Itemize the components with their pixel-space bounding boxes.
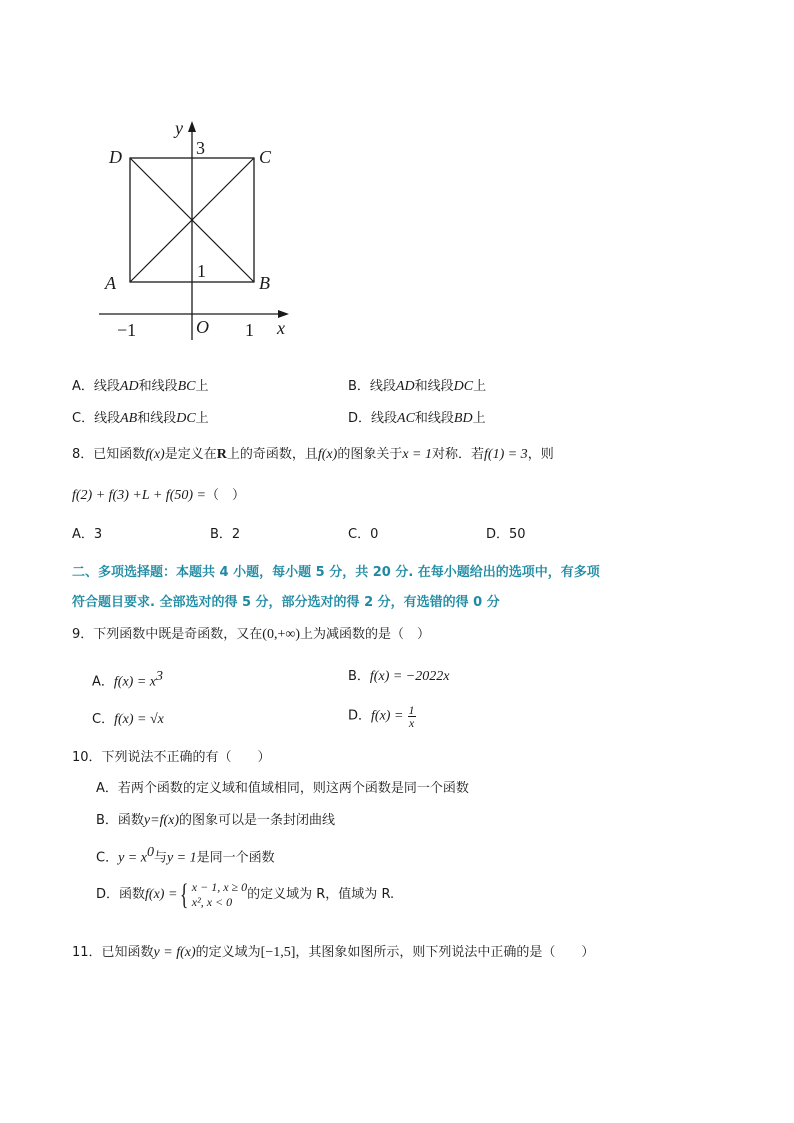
x-axis-arrow [278, 310, 289, 318]
q9-option-a[interactable]: A．$f(x) = x^3$ [92, 669, 163, 690]
q10-option-b[interactable]: B．函数y=f(x)的图象可以是一条封闭曲线 [96, 813, 336, 828]
label-o: O [196, 317, 209, 337]
q10-option-d[interactable]: D．函数f(x) ={ x − 1, x ≥ 0 x², x < 0 的定义域为 R，值域为 R. [96, 878, 395, 911]
q7-option-c[interactable]: C．线段AB和线段DC上 [72, 411, 209, 426]
label-one-y: 1 [197, 261, 206, 281]
q8-option-c[interactable]: C．0 [348, 527, 379, 542]
label-a: A [105, 273, 116, 293]
q9-option-d[interactable]: D．f(x) = $\frac{1}{x}$ [348, 703, 415, 730]
label-one-x: 1 [245, 320, 254, 340]
q11-stem: 11．已知函数y = f(x)的定义域为[−1,5]，其图象如图所示，则下列说法中正确的是（ ） [72, 945, 595, 960]
q7-option-d[interactable]: D．线段AC和线段BD上 [348, 411, 486, 426]
q7-option-b[interactable]: B．线段AD和线段DC上 [348, 379, 487, 394]
label-c: C [259, 147, 272, 167]
q9-option-c[interactable]: C．f(x) = √x [92, 712, 164, 727]
label-three: 3 [196, 138, 205, 158]
q8-expression: f(2) + f(3) +L + f(50) =（ ） [72, 488, 245, 503]
fraction: $\frac{1}{x}$ [408, 703, 415, 730]
q10-option-c[interactable]: C．$y = x^0$与y = 1是同一个函数 [96, 845, 275, 866]
label-neg-one: −1 [117, 320, 137, 340]
y-axis-arrow [188, 121, 196, 132]
q8-option-a[interactable]: A．3 [72, 527, 103, 542]
section-2-heading: 二、多项选择题：本题共 4 小题，每小题 5 分，共 20 分. 在每小题给出的选项中，有多项 [72, 565, 600, 580]
label-x: x [277, 318, 285, 338]
q8-option-b[interactable]: B．2 [210, 527, 241, 542]
coordinate-figure [95, 112, 305, 350]
label-d: D [109, 147, 122, 167]
label-b: B [259, 273, 270, 293]
q8-stem: 8．已知函数f(x)是定义在R上的奇函数，且f(x)的图象关于x = 1对称．若f(1) = 3，则 [72, 447, 554, 462]
section-2-heading-cont: 符合题目要求. 全部选对的得 5 分，部分选对的得 2 分，有选错的得 0 分 [72, 595, 500, 610]
q10-stem: 10．下列说法不正确的有（ ） [72, 750, 271, 765]
q8-option-d[interactable]: D．50 [486, 527, 526, 542]
q9-stem: 9．下列函数中既是奇函数，又在(0,+∞)上为减函数的是（ ） [72, 627, 430, 642]
q7-option-a[interactable]: A．线段AD和线段BC上 [72, 379, 209, 394]
left-brace: { [180, 878, 189, 911]
piecewise-cases: x − 1, x ≥ 0 x², x < 0 [191, 880, 248, 909]
q9-option-b[interactable]: B．f(x) = −2022x [348, 669, 450, 684]
q10-option-a[interactable]: A．若两个函数的定义域和值域相同，则这两个函数是同一个函数 [96, 781, 469, 796]
label-y: y [175, 118, 183, 138]
